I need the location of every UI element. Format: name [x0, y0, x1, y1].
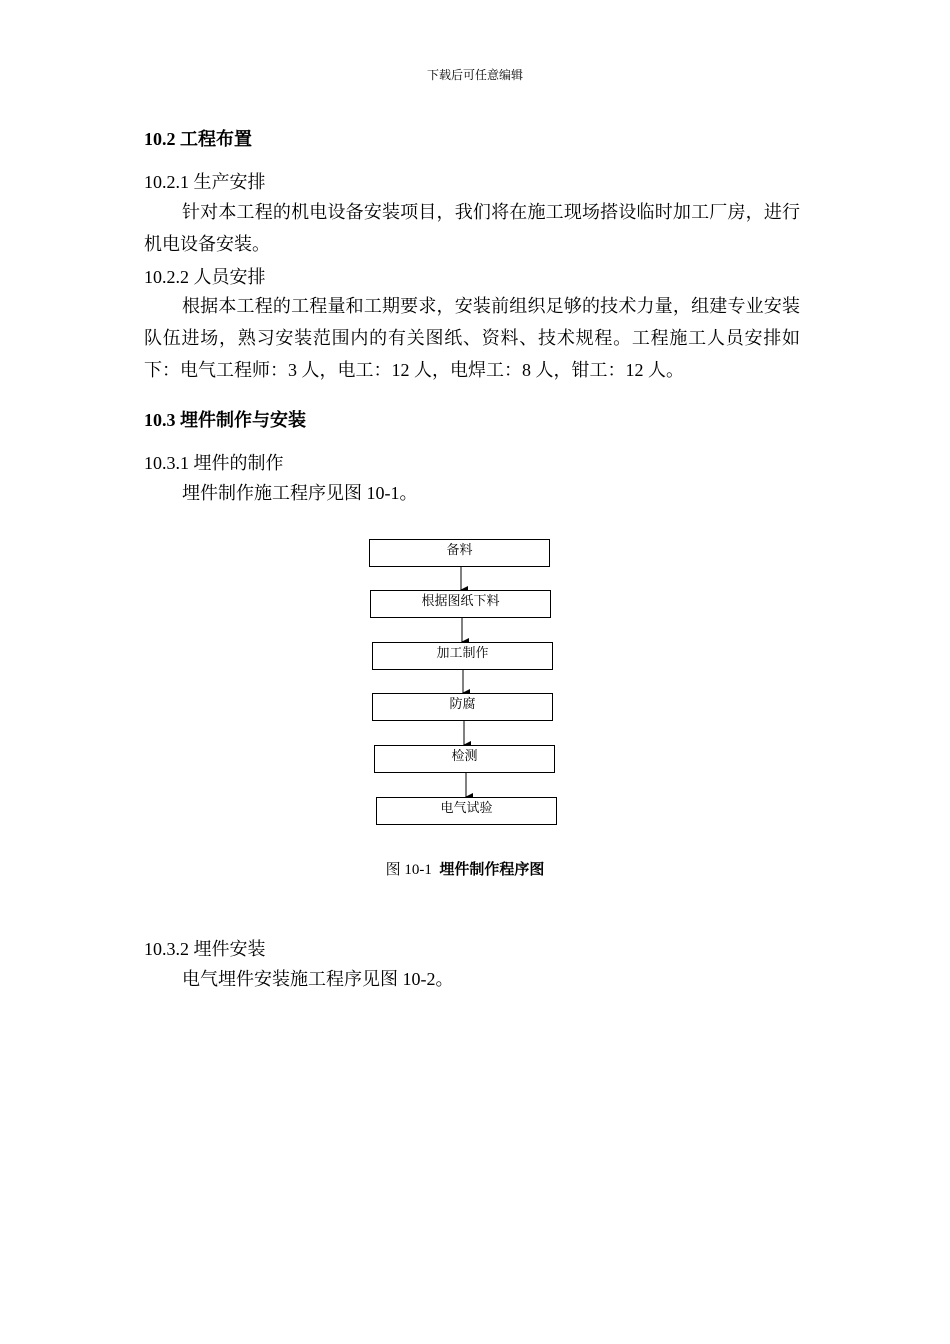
paragraph-production: 针对本工程的机电设备安装项目，我们将在施工现场搭设临时加工厂房，进行机电设备安装。 — [144, 202, 800, 254]
flow-step-1: 备料 — [369, 539, 550, 567]
paragraph-installation-ref: 电气埋件安装施工程序见图 10-2。 — [182, 969, 454, 989]
heading-10-2-1: 10.2.1 生产安排 — [144, 172, 266, 192]
page-header-note: 下载后可任意编辑 — [426, 68, 523, 82]
flow-step-3: 加工制作 — [372, 642, 553, 670]
heading-10-2: 10.2 工程布置 — [144, 129, 252, 149]
flow-step-4: 防腐 — [372, 693, 553, 721]
figure-caption — [0, 858, 930, 879]
paragraph-staffing: 根据本工程的工程量和工期要求，安装前组织足够的技术力量，组建专业安装队伍进场，熟习安装范围内的有关图纸、资料、技术规程。工程施工人员安排如下：电气工程师：3 人，电工：12 人，电焊工：8 人，钳工：12 人。 — [144, 296, 800, 380]
heading-10-3-1: 10.3.1 埋件的制作 — [144, 453, 284, 473]
figure-title: 埋件制作程序图 — [439, 862, 545, 878]
heading-10-3-2: 10.3.2 埋件安装 — [144, 939, 266, 959]
flow-step-5: 检测 — [374, 745, 555, 773]
flow-step-6: 电气试验 — [376, 797, 557, 825]
heading-10-2-2: 10.2.2 人员安排 — [144, 267, 266, 287]
heading-10-3: 10.3 埋件制作与安装 — [144, 410, 306, 430]
flow-step-2: 根据图纸下料 — [370, 590, 551, 618]
paragraph-fabrication-ref: 埋件制作施工程序见图 10-1。 — [182, 483, 418, 503]
figure-number: 图 10-1 — [385, 862, 432, 878]
